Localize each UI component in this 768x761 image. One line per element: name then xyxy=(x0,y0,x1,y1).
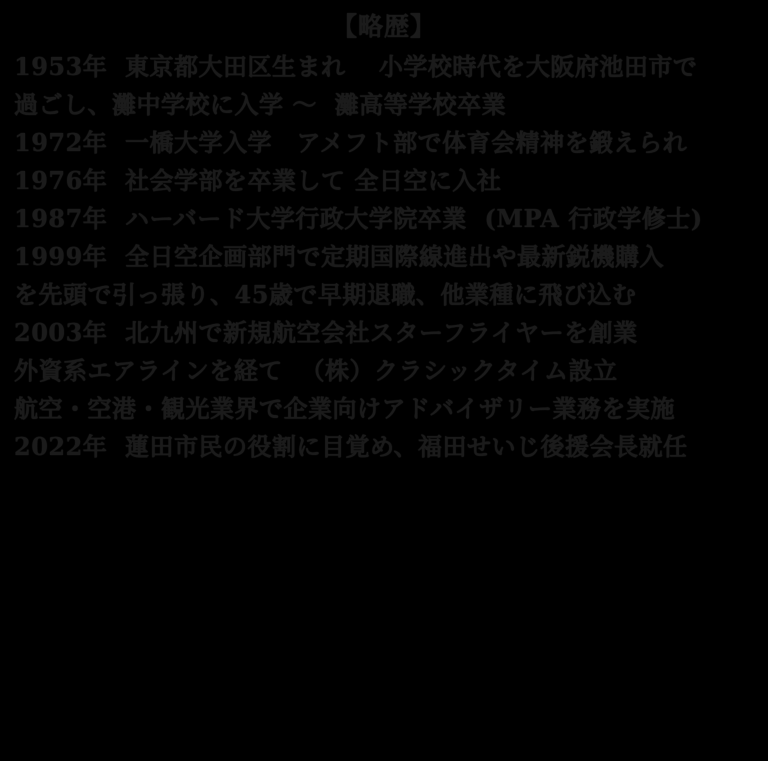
biography-text-block xyxy=(14,48,754,466)
text-line: 1953年 東京都大田区生まれ 小学校時代を大阪府池田市で xyxy=(14,52,698,81)
text-line: 1976年 社会学部を卒業して 全日空に入社 xyxy=(14,166,502,195)
text-line: 外資系エアラインを経て （株）クラシックタイム設立 xyxy=(14,356,618,385)
text-line: 2022年 蓮田市民の役割に目覚め、福田せいじ後援会長就任 xyxy=(14,432,688,461)
text-line: 航空・空港・観光業界で企業向けアドバイザリー業務を実施 xyxy=(14,394,676,423)
text-line: を先頭で引っ張り、45歳で早期退職、他業種に飛び込む xyxy=(14,280,637,309)
text-line: 過ごし、灘中学校に入学 〜 灘高等学校卒業 xyxy=(14,90,507,119)
page-title: 【略歴】 xyxy=(331,12,436,41)
text-line: 1987年 ハーバード大学行政大学院卒業 (MPA 行政学修士) xyxy=(14,204,703,233)
text-line: 2003年 北九州で新規航空会社スターフライヤーを創業 xyxy=(14,318,638,347)
text-line: 1972年 一橋大学入学 アメフト部で体育会精神を鍛えられ xyxy=(14,128,688,157)
text-line: 1999年 全日空企画部門で定期国際線進出や最新鋭機購入 xyxy=(14,242,665,271)
